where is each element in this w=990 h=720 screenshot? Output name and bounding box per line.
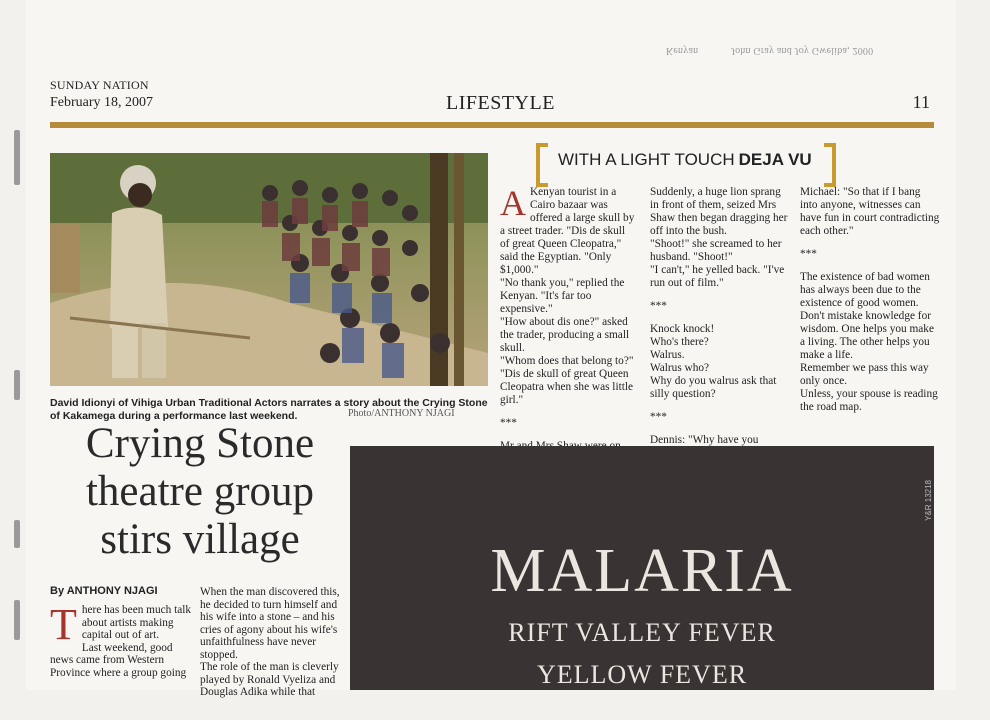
header-rule [50, 122, 934, 128]
joke-paragraph: Suddenly, a huge lion sprang in front of them, seized Mrs Shaw then began dragging her off into the bush. "Shoot!" she screamed to her husband. "Shoot!" "I can't," he yelled back. "I've run out of film." [650, 186, 788, 289]
ad-subline: YELLOW FEVER [536, 660, 748, 689]
joke-paragraph: Dennis: "Why have you [650, 434, 759, 446]
section-separator: *** [800, 248, 817, 260]
column-text-c [800, 186, 940, 414]
column-title: WITH A LIGHT TOUCH DEJA VU [558, 150, 812, 169]
drop-cap: A [500, 183, 526, 223]
drop-cap: T [50, 600, 77, 649]
newspaper-page [26, 0, 956, 698]
joke-paragraph: Michael: "So that if I bang into anyone, witnesses can have fun in court contradicting each other." [800, 186, 940, 237]
joke-paragraph: The existence of bad women has always been due to the existence of good women. Don't mistake knowledge for wisdom. One helps you make a living. The other helps you make a life. Remember we pass this way only once. Unless, your spouse is reading the road map. [800, 271, 938, 413]
column-text-b [650, 186, 792, 473]
advertisement [350, 446, 934, 690]
column-header [536, 143, 836, 183]
page-number: 11 [912, 92, 930, 112]
ad-subline: RIFT VALLEY FEVER [508, 618, 776, 647]
publication-name: SUNDAY NATION [50, 78, 149, 92]
article-paragraph: here has been much talk about artists making capital out of art. Last weekend, good news came from Western Province where a group going [50, 604, 192, 679]
issue-date: February 18, 2007 [50, 95, 154, 110]
joke-paragraph: Kenyan tourist in a Cairo bazaar was offered a large skull by a street trader. "Dis de skull of great Queen Cleopatra," said the Egyptian. "Only $1,000." "No thank you," replied the Kenyan. "It's far too expensive." "How about dis one?" asked the trader, producing a small skull. "Whom does that belong to?" "Dis de skull of great Queen Cleopatra when she was little girl." [500, 186, 635, 406]
joke-paragraph: Knock knock! Who's there? Walrus. Walrus who? Why do you walrus ask that silly question? [650, 323, 777, 400]
scan-edge-mark [14, 520, 20, 548]
section-separator: *** [650, 300, 667, 312]
scan-edge-mark [14, 130, 20, 185]
bleed-through-text: Kenyan John Gray and Joy Gweliba, 2000 [666, 45, 874, 56]
left-bracket-icon [536, 143, 548, 187]
photo-caption: David Idionyi of Vihiga Urban Traditional Actors narrates a story about the Crying Stone of Kakamega during a performance last weekend. [50, 397, 488, 422]
right-bracket-icon [824, 143, 836, 187]
ad-code: Y&R 13218 [924, 480, 933, 521]
article-paragraph: When the man discovered this, he decided to turn himself and his wife into a stone – and his cries of agony about his wife's unfaithfulness have never stopped. The role of the man is cleverly played by Ronald Vyeliza and Douglas Adika while that [200, 586, 340, 698]
ad-headline: MALARIA [490, 537, 794, 605]
section-separator: *** [650, 411, 667, 423]
photo-credit: Photo/ANTHONY NJAGI [348, 408, 455, 419]
article-text-a [50, 600, 192, 679]
section-title: LIFESTYLE [446, 92, 555, 114]
article-headline: Crying Stone theatre group stirs village [85, 420, 315, 563]
article-text-b [200, 586, 342, 699]
article-byline: By ANTHONY NJAGI [50, 585, 158, 597]
article-photo [50, 153, 488, 386]
scan-edge-mark [14, 370, 20, 400]
column-title-bold: DEJA VU [738, 150, 812, 169]
scan-edge-mark [14, 600, 20, 640]
section-separator: *** [500, 417, 517, 429]
